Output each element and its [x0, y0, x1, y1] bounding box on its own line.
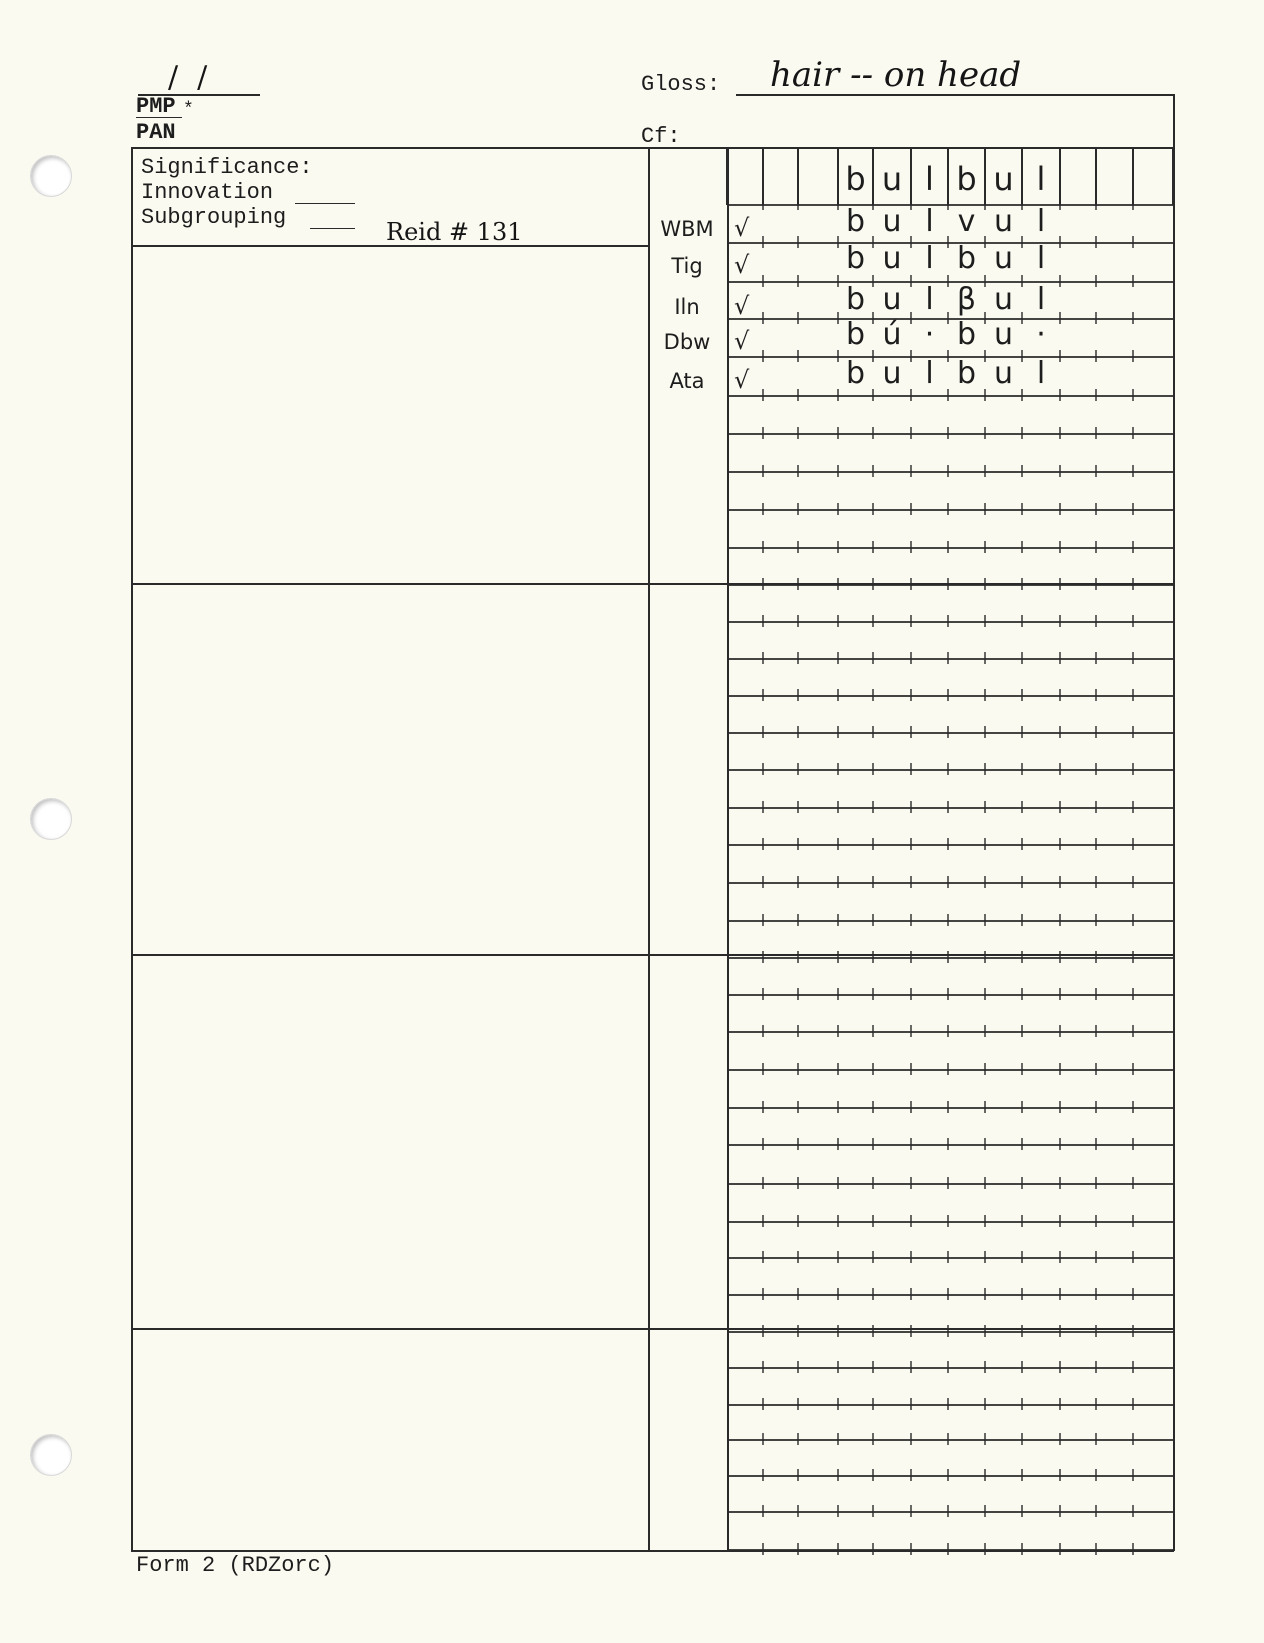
language-segment: l: [925, 282, 934, 317]
language-segment: β: [956, 282, 977, 317]
language-segment: b: [845, 204, 866, 239]
pan-label: PAN: [136, 120, 176, 145]
checkmark: √: [734, 366, 750, 394]
gloss-label: Gloss:: [641, 72, 721, 97]
language-segment: u: [882, 241, 902, 276]
language-segment: b: [956, 317, 977, 352]
language-segment: b: [845, 356, 866, 391]
language-segment: l: [1036, 241, 1046, 276]
language-code: WBM: [660, 217, 714, 241]
proto-form-segment: b: [956, 160, 977, 198]
language-segment: b: [956, 356, 977, 391]
gloss-value: hair -- on head: [770, 55, 1022, 95]
checkmark: √: [734, 327, 750, 355]
language-segment: u: [993, 241, 1013, 276]
proto-form-segment: u: [993, 160, 1014, 198]
language-code: Tig: [671, 254, 703, 278]
innovation-label: Innovation: [141, 180, 274, 205]
language-segment: u: [993, 317, 1013, 352]
reid-reference: Reid # 131: [386, 218, 523, 246]
language-segment: ú: [882, 317, 902, 352]
language-segment: l: [1036, 356, 1046, 391]
subgrouping-label: Subgrouping: [141, 205, 287, 230]
language-segment: ·: [1036, 317, 1046, 352]
language-segment: b: [956, 241, 977, 276]
language-segment: u: [993, 204, 1013, 239]
proto-form-segment: l: [925, 160, 934, 198]
language-segment: u: [993, 282, 1013, 317]
language-segment: u: [882, 204, 902, 239]
language-segment: l: [925, 241, 934, 276]
checkmark: √: [734, 214, 750, 242]
checkmark: √: [734, 292, 750, 320]
proto-form-segment: b: [845, 160, 866, 198]
pmp-label: PMP: [136, 94, 176, 119]
pmp-star: *: [183, 100, 194, 120]
language-segment: b: [845, 241, 866, 276]
language-code: Ata: [669, 369, 705, 393]
language-segment: l: [925, 204, 934, 239]
language-segment: l: [1036, 204, 1046, 239]
date-marks: / /: [168, 60, 208, 95]
language-segment: b: [845, 282, 866, 317]
language-segment: l: [925, 356, 934, 391]
language-segment: v: [957, 204, 976, 239]
language-segment: u: [993, 356, 1013, 391]
language-code: Iln: [674, 295, 700, 319]
language-segment: u: [882, 282, 902, 317]
proto-form-segment: l: [1036, 160, 1046, 198]
segment-row-lines: [727, 198, 1173, 1555]
language-segment: b: [845, 317, 866, 352]
form-footer-label: Form 2 (RDZorc): [136, 1553, 335, 1578]
language-segment: u: [882, 356, 902, 391]
checkmark: √: [734, 251, 750, 279]
cf-label: Cf:: [641, 124, 681, 149]
proto-form-segment: u: [881, 160, 903, 198]
significance-title: Significance:: [141, 155, 313, 180]
language-code: Dbw: [663, 330, 711, 354]
language-segment: ·: [924, 317, 935, 352]
language-segment: l: [1036, 282, 1046, 317]
